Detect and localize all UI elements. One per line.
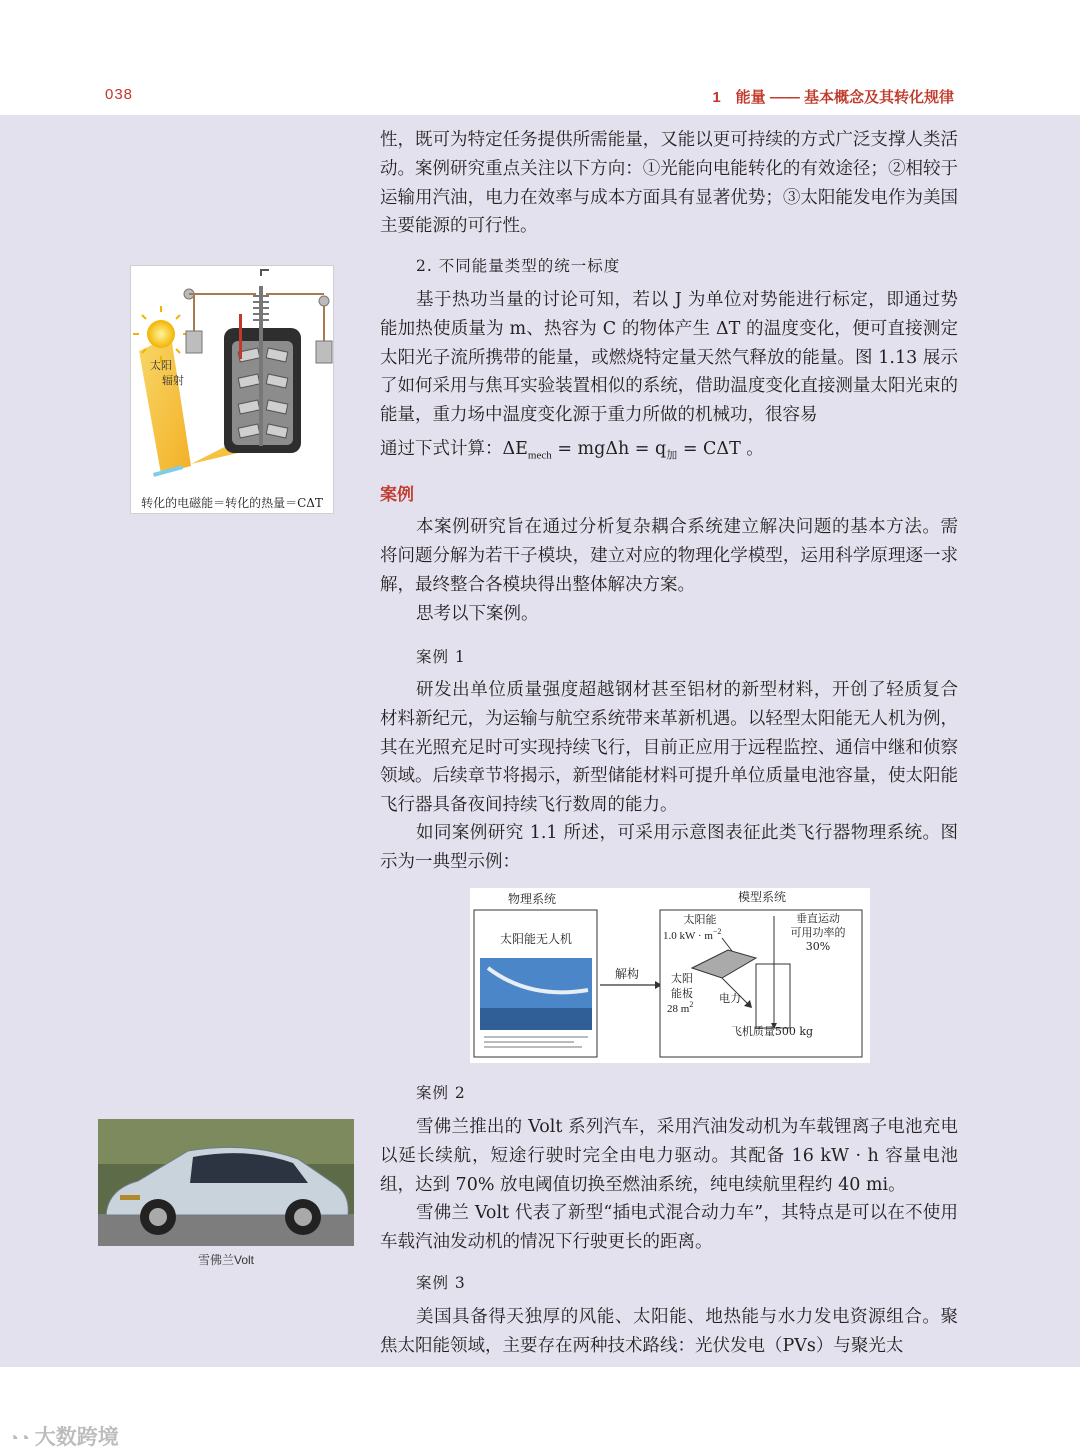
decompose-label: 解构 [614,967,640,981]
thermometer-icon [239,314,242,359]
page-number: 038 [105,86,134,103]
watermark-logo-icon: ◔◔ [8,1428,35,1448]
system-decomposition-diagram [470,888,870,1063]
joule-apparatus-figure [130,265,334,514]
right-weight-icon [316,341,332,363]
paragraph-consider-cases: 思考以下案例。 [416,604,539,624]
right-pulley-icon [319,296,329,306]
formula-subscript-mech: mech [527,449,552,462]
model-system-title: 模型系统 [737,890,787,904]
volt-car-illustration [98,1119,354,1246]
case-3-label: 案例 3 [416,1274,466,1292]
sun-label-2: 辐射 [162,374,184,387]
sun-icon [147,320,175,348]
formula-lead: 通过下式计算：ΔE [380,439,528,459]
panel-label-2: 能板 [671,987,693,1000]
system-decomposition-figure [470,888,870,1063]
panel-label-1: 太阳 [671,972,693,985]
page-footer [0,1367,1080,1455]
solar-input-label: 太阳能 [683,913,717,926]
page-header [0,0,1080,115]
case-section-heading: 案例 [380,485,414,504]
volt-caption: 雪佛兰Volt [197,1253,255,1267]
paragraph-case-intro: 本案例研究旨在通过分析复杂耦合系统建立解决问题的基本方法。需将问题分解为若干子模块，建立对应的物理化学模型，运用科学原理逐一求解，最终整合各模块得出整体解决方案。 [380,517,958,595]
solar-input-value: 1.0 kW · $m^{-2}$ [663,927,722,942]
formula-end: = CΔT 。 [677,439,764,459]
vertical-motion-label: 垂直运动 [796,912,840,925]
formula-subscript-heat: 加 [666,449,678,462]
stirring-shaft [259,286,263,446]
subheading-energy-scale: 2. 不同能量类型的统一标度 [416,257,621,275]
paragraph-case-3: 美国具备得天独厚的风能、太阳能、地热能与水力发电资源组合。聚焦太阳能领域，主要存在两种技术路线：光伏发电（PVs）与聚光太 [380,1307,958,1356]
paragraph-case-1: 研发出单位质量强度超越钢材甚至铝材的新型材料，开创了轻质复合材料新纪元，为运输与航空系统带来革新机遇。以轻型太阳能无人机为例，其在光照充足时可实现持续飞行，目前正应用于远程监控、通信中继和侦察领域。后续章节将揭示，新型储能材料可提升单位质量电池容量，使太阳能飞行器具备夜间持续飞行数周的能力。 [380,680,958,816]
paragraph-case-2: 雪佛兰推出的 Volt 系列汽车，采用汽油发动机为车载锂离子电池充电以延长续航，短途行驶时完全由电力驱动。其配备 16 kW · h 容量电池组，达到 70% 放电阈值切换至燃油系统，纯电续航里程约 40 mi。 [380,1117,958,1195]
formula-middle: = mgΔh = q [551,439,667,459]
paragraph-plugin-hybrid: 雪佛兰 Volt 代表了新型“插电式混合动力车”，其特点是可以在不使用车载汽油发动机的情况下行驶更长的距离。 [380,1203,958,1252]
case-1-label: 案例 1 [416,648,466,666]
left-weight-icon [186,331,202,353]
aircraft-mass-label: 飞机质量500 kg [730,1025,814,1038]
joule-apparatus-illustration [131,266,333,496]
joule-figure-caption: 转化的电磁能＝转化的热量＝CΔT [141,496,323,510]
watermark [8,1421,119,1451]
solar-drone-label: 太阳能无人机 [499,932,573,946]
rear-wheel-icon [294,1208,312,1226]
paragraph-joule-equivalent: 基于热功当量的讨论可知，若以 J 为单位对势能进行标定，即通过势能加热使质量为 m、热容为 C 的物体产生 ΔT 的温度变化，便可直接测定太阳光子流所携带的能量，或燃烧特定量天然气释放的能量。图 1.13 展示了如何采用与焦耳实验装置相似的系统，借助温度变化直接测量太阳光束的能量，重力场中温度变化源于重力所做的机械功，很容易 [380,290,958,426]
chevrolet-logo-icon [120,1195,140,1200]
watermark-text: 大数跨境 [34,1426,119,1449]
sun-label-1: 太阳 [150,359,172,372]
panel-area: 28 $m^2$ [667,1000,694,1015]
front-wheel-icon [149,1208,167,1226]
case-2-label: 案例 2 [416,1084,466,1102]
crank-handle-icon [261,270,269,276]
power-percent-label: 30% [805,940,831,953]
light-beam-down [139,336,191,474]
chevrolet-volt-photo [98,1119,354,1246]
physical-system-title: 物理系统 [507,892,557,906]
paragraph-intro-continued: 性，既可为特定任务提供所需能量，又能以更可持续的方式广泛支撑人类活动。案例研究重点关注以下方向：①光能向电能转化的有效途径；②相较于运输用汽油，电力在效率与成本方面具有显著优势；③太阳能发电作为美国主要能源的可行性。 [380,130,958,237]
usable-power-label: 可用功率的 [790,926,846,939]
running-title: 1 能量 —— 基本概念及其转化规律 [712,89,954,106]
formula-line [380,435,958,470]
power-label: 电力 [719,992,741,1005]
paragraph-schematic-intro: 如同案例研究 1.1 所述，可采用示意图表征此类飞行器物理系统。图示为一典型示例： [380,823,958,872]
